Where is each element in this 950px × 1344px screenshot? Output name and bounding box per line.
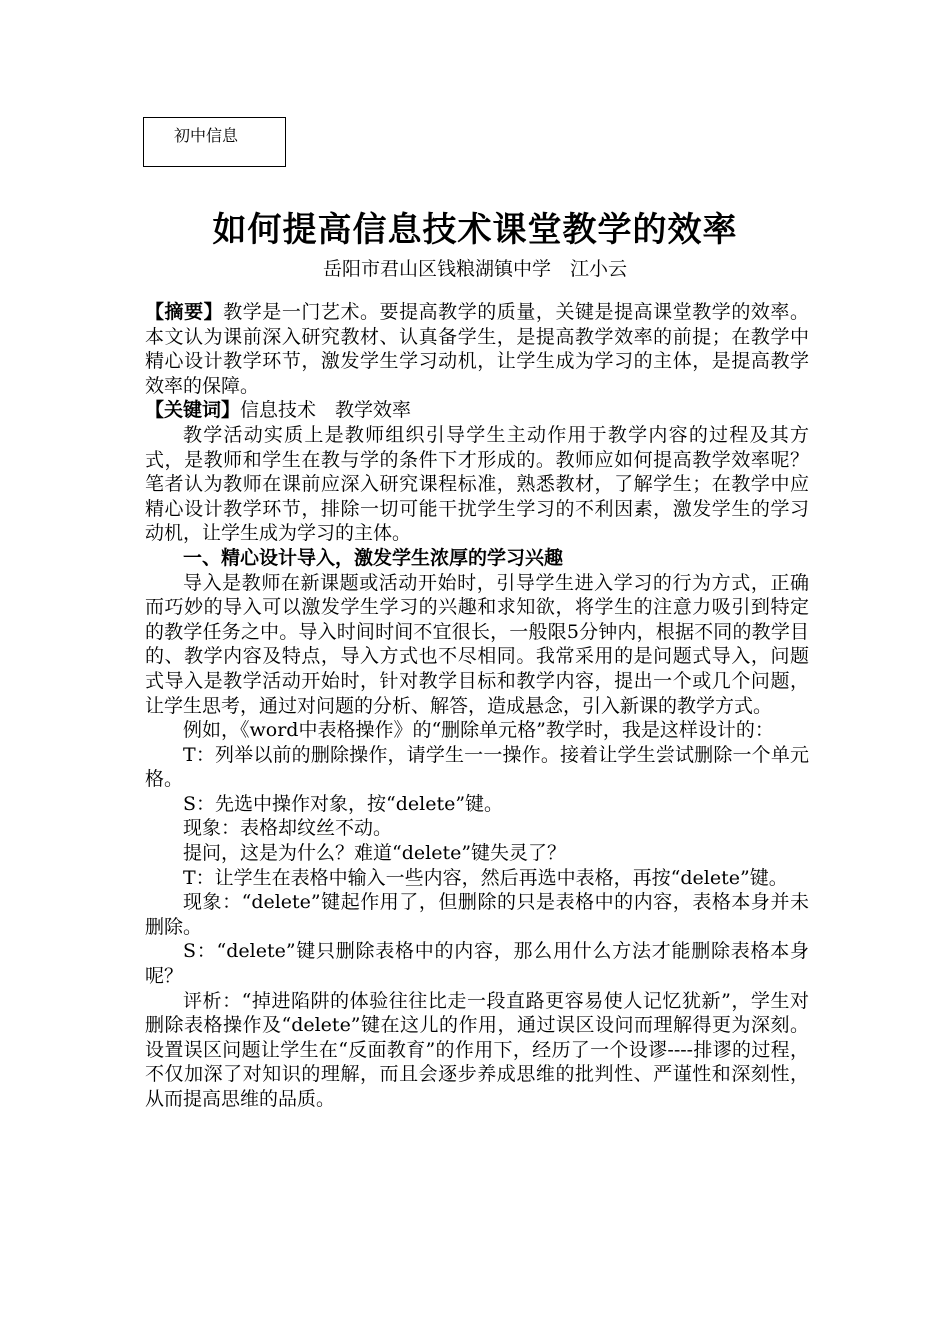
body-paragraph: S：“delete”键只删除表格中的内容，那么用什么方法才能删除表格本身呢？ <box>145 940 809 988</box>
body-paragraph: 导入是教师在新课题或活动开始时，引导学生进入学习的行为方式，正确而巧妙的导入可以激发学生学习的兴趣和求知欲，将学生的注意力吸引到特定的教学任务之中。导入时间时间不宜很长，一般限5分钟内，根据不同的教学目的、教学内容及特点，导入方式也不尽相同。我常采用的是问题式导入，问题式导入是教学活动开始时，针对教学目标和教学内容，提出一个或几个问题，让学生思考，通过对问题的分析、解答，造成悬念，引入新课的教学方式。 <box>145 571 809 717</box>
section-heading: 一、精心设计导入，激发学生浓厚的学习兴趣 <box>183 546 564 569</box>
abstract-paragraph <box>145 300 809 398</box>
article-title: 如何提高信息技术课堂教学的效率 <box>212 210 738 250</box>
keywords-text: 信息技术 教学效率 <box>240 399 412 422</box>
body-paragraph: 例如，《word中表格操作》的“删除单元格”教学时，我是这样设计的： <box>183 719 774 742</box>
body-paragraph: T：让学生在表格中输入一些内容，然后再选中表格，再按“delete”键。 <box>183 866 788 889</box>
abstract-text: 教学是一门艺术。要提高教学的质量，关键是提高课堂教学的效率。本文认为课前深入研究教材、认真备学生，是提高教学效率的前提；在教学中精心设计教学环节，激发学生学习动机，让学生成为学习的主体，是提高教学效率的保障。 <box>145 301 809 397</box>
author-line: 岳阳市君山区钱粮湖镇中学 江小云 <box>322 258 627 280</box>
category-tag-box <box>143 117 286 167</box>
keywords-paragraph <box>145 398 809 423</box>
keywords-label: 【关键词】 <box>145 399 241 422</box>
category-tag: 初中信息 <box>174 126 239 145</box>
body-paragraph: S：先选中操作对象，按“delete”键。 <box>183 792 504 815</box>
intro-paragraph: 教学活动实质上是教师组织引导学生主动作用于教学内容的过程及其方式，是教师和学生在教与学的条件下才形成的。教师应如何提高教学效率呢？笔者认为教师在课前应深入研究课程标准，熟悉教材，了解学生；在教学中应精心设计教学环节，排除一切可能干扰学生学习的不利因素，激发学生的学习动机，让学生成为学习的主体。 <box>145 423 809 545</box>
abstract-label: 【摘要】 <box>145 301 224 323</box>
body-paragraph: 现象：“delete”键起作用了，但删除的只是表格中的内容，表格本身并未删除。 <box>145 891 809 938</box>
body-paragraph: 现象：表格却纹丝不动。 <box>183 817 393 840</box>
body-paragraph: 提问，这是为什么？难道“delete”键失灵了？ <box>183 842 567 865</box>
body-paragraph: T：列举以前的删除操作，请学生一一操作。接着让学生尝试删除一个单元格。 <box>145 743 809 791</box>
body-paragraph: 评析：“掉进陷阱的体验往往比走一段直路更容易使人记忆犹新”，学生对删除表格操作及“delete”键在这儿的作用，通过误区设问而理解得更为深刻。设置误区问题让学生在“反面教育”的作用下，经历了一个设谬----排谬的过程，不仅加深了对知识的理解，而且会逐步养成思维的批判性、严谨性和深刻性，从而提高思维的品质。 <box>145 989 809 1110</box>
article-body <box>145 300 809 1112</box>
